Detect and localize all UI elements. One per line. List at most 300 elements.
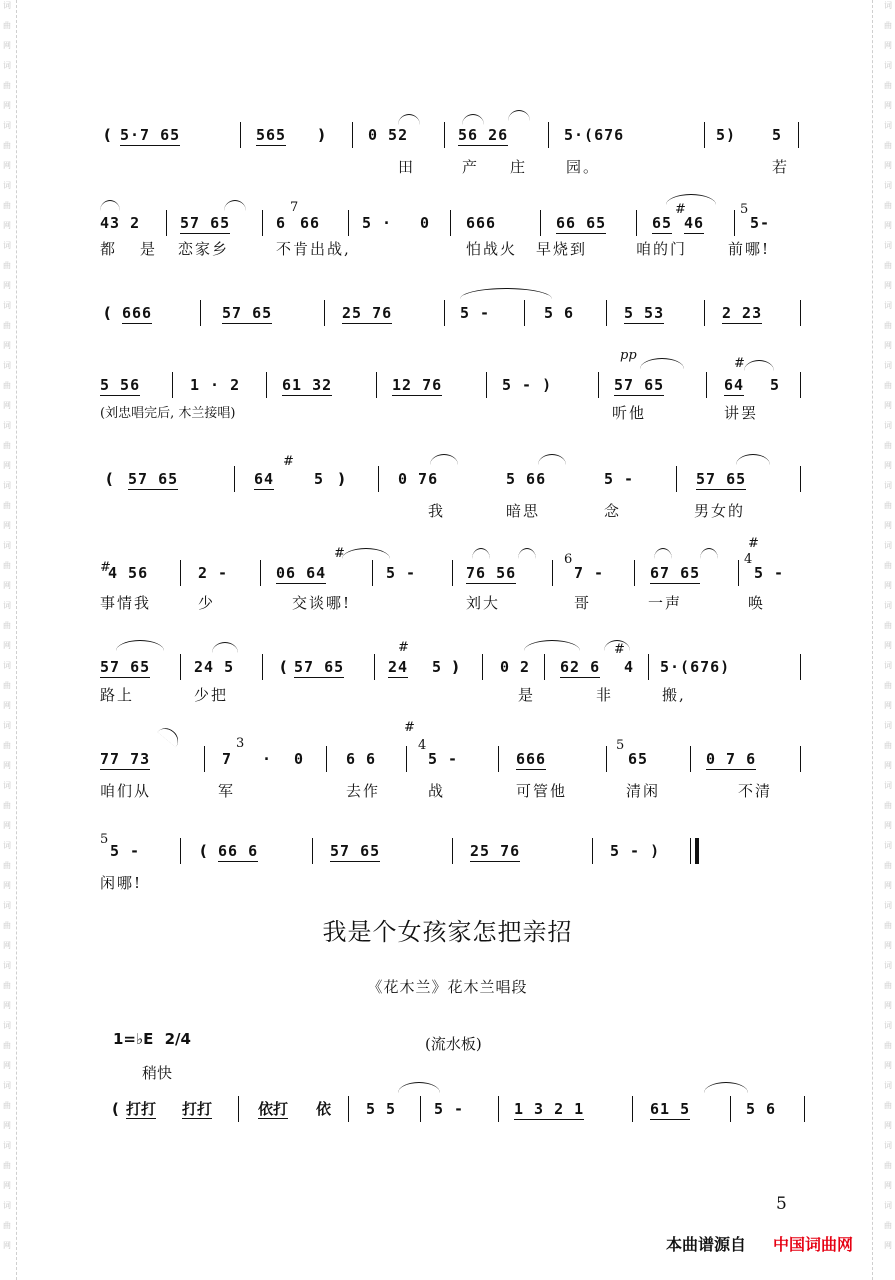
watermark-char: 曲: [3, 381, 11, 390]
watermark-char: 网: [884, 41, 892, 50]
dynamic-pp: pp: [620, 348, 637, 363]
lyric: 庄: [510, 158, 528, 176]
grace-note: 4: [744, 552, 753, 567]
lyric: 刘大: [466, 594, 501, 612]
watermark-char: 词: [3, 721, 11, 730]
percussion-syllables: 打打: [126, 1100, 157, 1118]
watermark-char: 曲: [3, 441, 11, 450]
key-signature: [113, 1030, 191, 1048]
watermark-char: 曲: [884, 441, 892, 450]
watermark-char: 词: [3, 1, 11, 10]
paren-open: (: [112, 1100, 119, 1118]
barline: [592, 838, 593, 864]
barline: [798, 122, 799, 148]
note: 0: [420, 214, 431, 232]
sharp-sign: #: [404, 720, 415, 735]
note-group: 5 6: [746, 1100, 777, 1118]
barline: [450, 210, 451, 236]
barline: [348, 210, 349, 236]
watermark-char: 词: [3, 1141, 11, 1150]
barline: [800, 746, 801, 772]
watermark-char: 曲: [884, 21, 892, 30]
barline: [200, 300, 201, 326]
score-line-1: [0, 120, 895, 190]
watermark-char: 网: [884, 821, 892, 830]
sharp-sign: #: [334, 546, 345, 561]
slur: [472, 548, 490, 559]
barline: [498, 1096, 499, 1122]
note: 0: [294, 750, 305, 768]
note-group: 24: [388, 658, 409, 676]
sharp-sign: #: [100, 560, 111, 575]
watermark-char: 词: [3, 481, 11, 490]
barline: [420, 1096, 421, 1122]
note-group: 57 65: [100, 658, 151, 676]
watermark-char: 曲: [884, 621, 892, 630]
paren-close: ): [452, 658, 459, 676]
barline: [444, 122, 445, 148]
watermark-char: 网: [884, 521, 892, 530]
barline: [482, 654, 483, 680]
dot: ·: [262, 750, 273, 768]
watermark-char: 词: [3, 1021, 11, 1030]
lyric: 少: [198, 594, 216, 612]
note-group: 56 26: [458, 126, 509, 144]
watermark-char: 曲: [3, 1161, 11, 1170]
watermark-char: 网: [3, 1121, 11, 1130]
lyric: 哥: [574, 594, 592, 612]
watermark-char: 网: [3, 101, 11, 110]
barline: [262, 210, 263, 236]
barline: [486, 372, 487, 398]
lyric: 不清: [738, 782, 773, 800]
note-group: 5 -: [460, 304, 491, 322]
watermark-char: 网: [3, 401, 11, 410]
watermark-char: 网: [884, 881, 892, 890]
watermark-char: 曲: [884, 561, 892, 570]
barline: [800, 654, 801, 680]
note-group: 4 56: [108, 564, 149, 582]
watermark-char: 曲: [884, 921, 892, 930]
percussion-syllables: 打打: [182, 1100, 213, 1118]
score-line-9: [0, 832, 895, 906]
watermark-char: 词: [3, 361, 11, 370]
lyric: 男女的: [694, 502, 746, 520]
slur: [430, 454, 458, 465]
watermark-char: 词: [3, 661, 11, 670]
note: 5: [432, 658, 443, 676]
lyric: 唤: [748, 594, 766, 612]
watermark-char: 网: [884, 581, 892, 590]
watermark-char: 词: [884, 961, 892, 970]
note-group: 5): [716, 126, 737, 144]
left-margin-rule: [16, 0, 17, 1280]
barline: [374, 654, 375, 680]
note: 7: [222, 750, 233, 768]
barline: [704, 122, 705, 148]
watermark-char: 词: [884, 1081, 892, 1090]
note: 5: [314, 470, 325, 488]
watermark-char: 网: [3, 221, 11, 230]
watermark-char: 网: [884, 1001, 892, 1010]
final-double-barline: [690, 838, 699, 864]
barline: [406, 746, 407, 772]
note-group: 65: [628, 750, 649, 768]
note-group: 5 -: [428, 750, 459, 768]
lyric: 恋家乡: [178, 240, 230, 258]
barline: [498, 746, 499, 772]
watermark-char: 词: [3, 301, 11, 310]
note-group: 6 6: [346, 750, 377, 768]
slur: [736, 454, 770, 465]
sharp-sign: #: [398, 640, 409, 655]
percussion-syllables: 依打: [258, 1100, 289, 1118]
watermark-char: 网: [884, 161, 892, 170]
watermark-char: 曲: [3, 861, 11, 870]
note-group: 57 65: [614, 376, 665, 394]
watermark-char: 曲: [3, 1221, 11, 1230]
barline: [636, 210, 637, 236]
sharp-sign: #: [675, 202, 686, 217]
barline: [648, 654, 649, 680]
watermark-char: 网: [884, 341, 892, 350]
lyric: 去作: [346, 782, 381, 800]
slur: [224, 200, 246, 211]
slur: [342, 548, 390, 559]
grace-note: 3: [236, 736, 245, 751]
watermark-char: 词: [884, 901, 892, 910]
lyric: 清闲: [626, 782, 661, 800]
watermark-char: 曲: [884, 1041, 892, 1050]
watermark-char: 网: [884, 761, 892, 770]
lyric: 听他: [612, 404, 647, 422]
note: 5 ·: [362, 214, 393, 232]
note-group: 66 6: [218, 842, 259, 860]
note-group: 666: [466, 214, 497, 232]
paren-open: (: [104, 304, 111, 322]
watermark-char: 曲: [3, 21, 11, 30]
watermark-char: 曲: [3, 621, 11, 630]
note-group: 57 65: [180, 214, 231, 232]
watermark-char: 网: [884, 101, 892, 110]
note-group: 62 6: [560, 658, 601, 676]
watermark-char: 词: [884, 781, 892, 790]
site-link[interactable]: 中国词曲网: [773, 1235, 854, 1254]
note-group: 666: [122, 304, 153, 322]
note-group: 5 66: [506, 470, 547, 488]
barline: [326, 746, 327, 772]
lyric: 事情我: [100, 594, 152, 612]
barline: [676, 466, 677, 492]
note-group: 5 - ): [502, 376, 553, 394]
slur: [666, 194, 716, 205]
watermark-char: 网: [3, 1001, 11, 1010]
watermark-char: 曲: [3, 801, 11, 810]
slur: [508, 110, 530, 121]
tempo-marking: (流水板): [425, 1035, 482, 1053]
watermark-char: 网: [3, 1181, 11, 1190]
note-group: 76 56: [466, 564, 517, 582]
slur: [460, 288, 552, 299]
note-group: 1 · 2: [190, 376, 241, 394]
watermark-char: 词: [884, 361, 892, 370]
watermark-char: 网: [884, 1121, 892, 1130]
barline: [444, 300, 445, 326]
watermark-char: 网: [3, 641, 11, 650]
watermark-char: 词: [884, 301, 892, 310]
lyric: 战: [428, 782, 446, 800]
note-group: 57 65: [222, 304, 273, 322]
watermark-char: 曲: [3, 81, 11, 90]
watermark-char: 词: [3, 841, 11, 850]
grace-note: 7: [290, 200, 299, 215]
barline: [552, 560, 553, 586]
note-group: 5 53: [624, 304, 665, 322]
watermark-char: 词: [3, 781, 11, 790]
lyric: 军: [218, 782, 236, 800]
barline: [730, 1096, 731, 1122]
page-number: 5: [776, 1194, 787, 1214]
watermark-char: 网: [884, 1061, 892, 1070]
note-group: 5·7 65: [120, 126, 181, 144]
barline: [632, 1096, 633, 1122]
note-group: 7 -: [574, 564, 605, 582]
barline: [238, 1096, 239, 1122]
note-group: 5 -: [754, 564, 785, 582]
lyric: 暗思: [506, 502, 541, 520]
paren-open: (: [280, 658, 287, 676]
lyric: 不肯出战,: [276, 240, 351, 258]
barline: [544, 654, 545, 680]
watermark-char: 曲: [3, 681, 11, 690]
lyric: 前哪!: [728, 240, 771, 258]
slur: [704, 1082, 748, 1093]
note-group: 5 -: [604, 470, 635, 488]
lyric: 园。: [566, 158, 601, 176]
watermark-char: 网: [884, 401, 892, 410]
watermark-char: 网: [3, 1241, 11, 1250]
watermark-char: 网: [884, 281, 892, 290]
barline: [606, 746, 607, 772]
note-group: 57 65: [330, 842, 381, 860]
note: 4: [624, 658, 635, 676]
grace-note: 5: [100, 832, 109, 847]
note-group: 0 52: [368, 126, 409, 144]
barline: [634, 560, 635, 586]
key-label: 1=♭E: [113, 1030, 154, 1048]
grace-note: 4: [418, 738, 427, 753]
lyric: 交谈哪!: [292, 594, 352, 612]
paren-open: (: [104, 126, 111, 144]
watermark-char: 曲: [884, 81, 892, 90]
note-group: 66 65: [556, 214, 607, 232]
note-group: 25 76: [470, 842, 521, 860]
speed-marking: 稍快: [142, 1064, 173, 1082]
note-group: 66: [300, 214, 321, 232]
watermark-char: 曲: [3, 141, 11, 150]
note-group: 06 64: [276, 564, 327, 582]
barline: [378, 466, 379, 492]
note-group: 565: [256, 126, 287, 144]
watermark-char: 词: [884, 661, 892, 670]
note-group: 5 56: [100, 376, 141, 394]
watermark-char: 曲: [884, 501, 892, 510]
watermark-char: 曲: [3, 1101, 11, 1110]
performance-note: (刘忠唱完后, 木兰接唱): [100, 406, 236, 421]
note-group: 1 3 2 1: [514, 1100, 585, 1118]
watermark-char: 曲: [884, 1221, 892, 1230]
barline: [376, 372, 377, 398]
barline: [172, 372, 173, 398]
watermark-char: 曲: [3, 921, 11, 930]
barline: [166, 210, 167, 236]
note-group: 0 76: [398, 470, 439, 488]
watermark-char: 曲: [884, 381, 892, 390]
note: 5: [770, 376, 781, 394]
watermark-char: 网: [3, 881, 11, 890]
watermark-char: 曲: [3, 501, 11, 510]
watermark-char: 曲: [884, 1161, 892, 1170]
slur: [212, 642, 238, 653]
score-line-4: [0, 348, 895, 440]
lyric: 咱们从: [100, 782, 152, 800]
slur: [398, 1082, 440, 1093]
watermark-char: 网: [884, 1181, 892, 1190]
watermark-char: 词: [3, 241, 11, 250]
grace-note: 6: [564, 552, 573, 567]
note-group: 5 6: [544, 304, 575, 322]
watermark-char: 网: [3, 701, 11, 710]
watermark-char: 网: [3, 281, 11, 290]
sharp-sign: #: [614, 642, 625, 657]
barline: [180, 838, 181, 864]
watermark-char: 网: [3, 341, 11, 350]
grace-note: 5: [740, 202, 749, 217]
score-line-2: [0, 200, 895, 278]
lyric: 咱的门: [636, 240, 688, 258]
note-group: 64: [254, 470, 275, 488]
score-line-6: [0, 536, 895, 628]
watermark-char: 词: [884, 1, 892, 10]
watermark-char: 词: [884, 241, 892, 250]
score-line-8: [0, 720, 895, 814]
paren-open: (: [106, 470, 113, 488]
note: 5: [772, 126, 783, 144]
slur: [398, 114, 420, 125]
barline: [452, 838, 453, 864]
barline: [180, 654, 181, 680]
watermark-char: 词: [3, 1081, 11, 1090]
note-group: 666: [516, 750, 547, 768]
watermark-char: 词: [884, 541, 892, 550]
watermark-char: 网: [3, 161, 11, 170]
watermark-char: 网: [3, 1061, 11, 1070]
watermark-char: 词: [3, 901, 11, 910]
watermark-char: 词: [3, 601, 11, 610]
right-margin-rule: [872, 0, 873, 1280]
barline: [800, 466, 801, 492]
watermark-char: 网: [3, 461, 11, 470]
watermark-char: 曲: [3, 1041, 11, 1050]
watermark-char: 词: [884, 481, 892, 490]
note-group: 57 65: [294, 658, 345, 676]
watermark-char: 词: [884, 1141, 892, 1150]
watermark-char: 网: [3, 761, 11, 770]
barline: [324, 300, 325, 326]
barline: [738, 560, 739, 586]
barline: [372, 560, 373, 586]
watermark-char: 曲: [884, 741, 892, 750]
note-group: 57 65: [128, 470, 179, 488]
note-group: 46: [684, 214, 705, 232]
lyric: 可管他: [516, 782, 568, 800]
watermark-char: 曲: [884, 681, 892, 690]
watermark-char: 网: [884, 221, 892, 230]
watermark-char: 曲: [884, 141, 892, 150]
note-group: 5 5: [366, 1100, 397, 1118]
barline: [352, 122, 353, 148]
slur: [524, 640, 580, 651]
paren-open: (: [200, 842, 207, 860]
sharp-sign: #: [748, 536, 759, 551]
barline: [606, 300, 607, 326]
watermark-char: 曲: [884, 261, 892, 270]
time-signature: 2/4: [164, 1030, 191, 1048]
barline: [240, 122, 241, 148]
note-group: 25 76: [342, 304, 393, 322]
note-group: 43 2: [100, 214, 141, 232]
barline: [706, 372, 707, 398]
note-group: 57 65: [696, 470, 747, 488]
note-group: 2 23: [722, 304, 763, 322]
slur: [700, 548, 718, 559]
lyric: 产: [462, 158, 480, 176]
watermark-char: 词: [3, 541, 11, 550]
lyric: 若: [772, 158, 790, 176]
song-subtitle: 《花木兰》花木兰唱段: [367, 978, 528, 996]
note-group: 5 - ): [610, 842, 661, 860]
watermark-char: 词: [884, 721, 892, 730]
barline: [800, 372, 801, 398]
barline: [704, 300, 705, 326]
song-title: 我是个女孩家怎把亲招: [322, 918, 573, 946]
score-line-3: [0, 298, 895, 368]
score-line-7: [0, 640, 895, 722]
lyric: 是: [518, 686, 536, 704]
watermark-char: 网: [884, 641, 892, 650]
lyric: 非: [596, 686, 614, 704]
note-group: 12 76: [392, 376, 443, 394]
watermark-char: 曲: [3, 321, 11, 330]
watermark-char: 曲: [884, 801, 892, 810]
lyric: 我: [428, 502, 446, 520]
note-group: 65: [652, 214, 673, 232]
watermark-char: 曲: [3, 741, 11, 750]
watermark-char: 词: [3, 421, 11, 430]
slur: [538, 454, 566, 465]
barline: [180, 560, 181, 586]
score-line-5: [0, 454, 895, 534]
lyric: 一声: [648, 594, 683, 612]
note-group: 5·(676): [660, 658, 731, 676]
watermark-char: 曲: [3, 201, 11, 210]
lyric: 是: [140, 240, 158, 258]
watermark-char: 词: [884, 1021, 892, 1030]
watermark-char: 网: [3, 41, 11, 50]
slur: [518, 548, 536, 559]
watermark-char: 网: [3, 821, 11, 830]
left-watermark-strip: [0, 0, 14, 1280]
